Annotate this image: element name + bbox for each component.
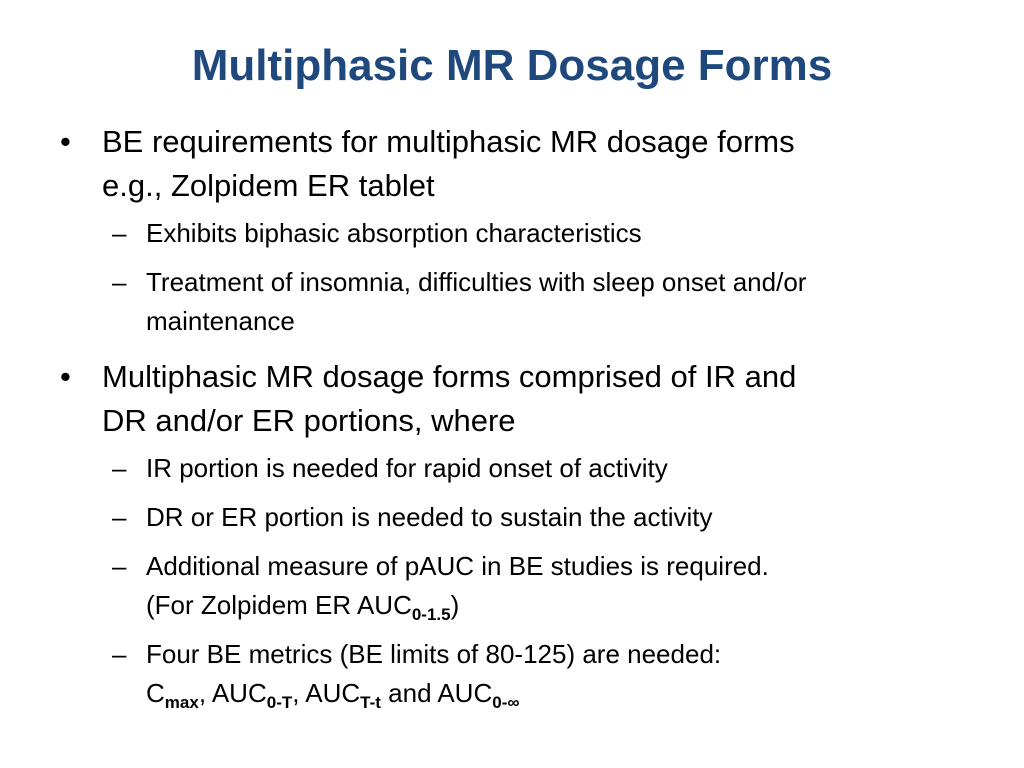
sub-bullet-text-line1: Additional measure of pAUC in BE studies is required. [146,551,769,581]
bullet-item [58,355,978,443]
bullet-icon: • [60,124,71,159]
metric-auc-0t-subscript: 0-T [266,693,293,712]
metric-auc-0inf: AUC [437,678,493,708]
dash-icon: – [112,551,127,581]
sub-bullet-item [58,449,978,488]
slide-content [58,120,978,723]
sub-bullet-text-line1: Four BE metrics (BE limits of 80-125) are needed: [146,639,722,669]
sub-bullet-text: IR portion is needed for rapid onset of activity [146,453,668,483]
metric-separator: , [292,678,306,708]
metric-auc-tt-subscript: T-t [360,693,381,712]
dash-icon: – [112,218,127,248]
bullet-text-line1: Multiphasic MR dosage forms comprised of IR and [102,359,797,394]
metric-auc-0inf-subscript: 0-∞ [492,693,520,712]
bullet-item [58,120,978,208]
sub-bullet-item [58,263,978,341]
sub-bullet-text: DR or ER portion is needed to sustain the activity [146,502,713,532]
pauc-subscript: 0-1.5 [411,605,451,624]
slide-title: Multiphasic MR Dosage Forms [191,41,833,90]
sub-bullet-item [58,547,978,625]
dash-icon: – [112,639,127,669]
dash-icon: – [112,502,127,532]
sub-bullet-text: Exhibits biphasic absorption characteristics [146,218,642,248]
dash-icon: – [112,453,127,483]
sub-bullet-text-line1: Treatment of insomnia, difficulties with sleep onset and/or [146,267,807,297]
metric-separator: , [198,678,212,708]
sub-bullet-item [58,214,978,253]
sub-bullet-item [58,498,978,537]
metric-cmax: C [146,678,165,708]
sub-bullet-text-line2: maintenance [146,306,295,336]
sub-bullet-item [58,635,978,713]
dash-icon: – [112,267,127,297]
bullet-icon: • [60,359,71,394]
bullet-text-line1: BE requirements for multiphasic MR dosage forms [102,124,795,159]
metric-auc-tt: AUC [305,678,361,708]
metric-auc-0t: AUC [211,678,267,708]
metric-cmax-subscript: max [164,693,199,712]
bullet-text-line2: DR and/or ER portions, where [102,403,516,438]
pauc-note-prefix: (For Zolpidem ER AUC [146,590,412,620]
pauc-note-suffix: ) [450,590,460,620]
metric-separator: and [380,678,438,708]
bullet-text-line2: e.g., Zolpidem ER tablet [102,168,435,203]
